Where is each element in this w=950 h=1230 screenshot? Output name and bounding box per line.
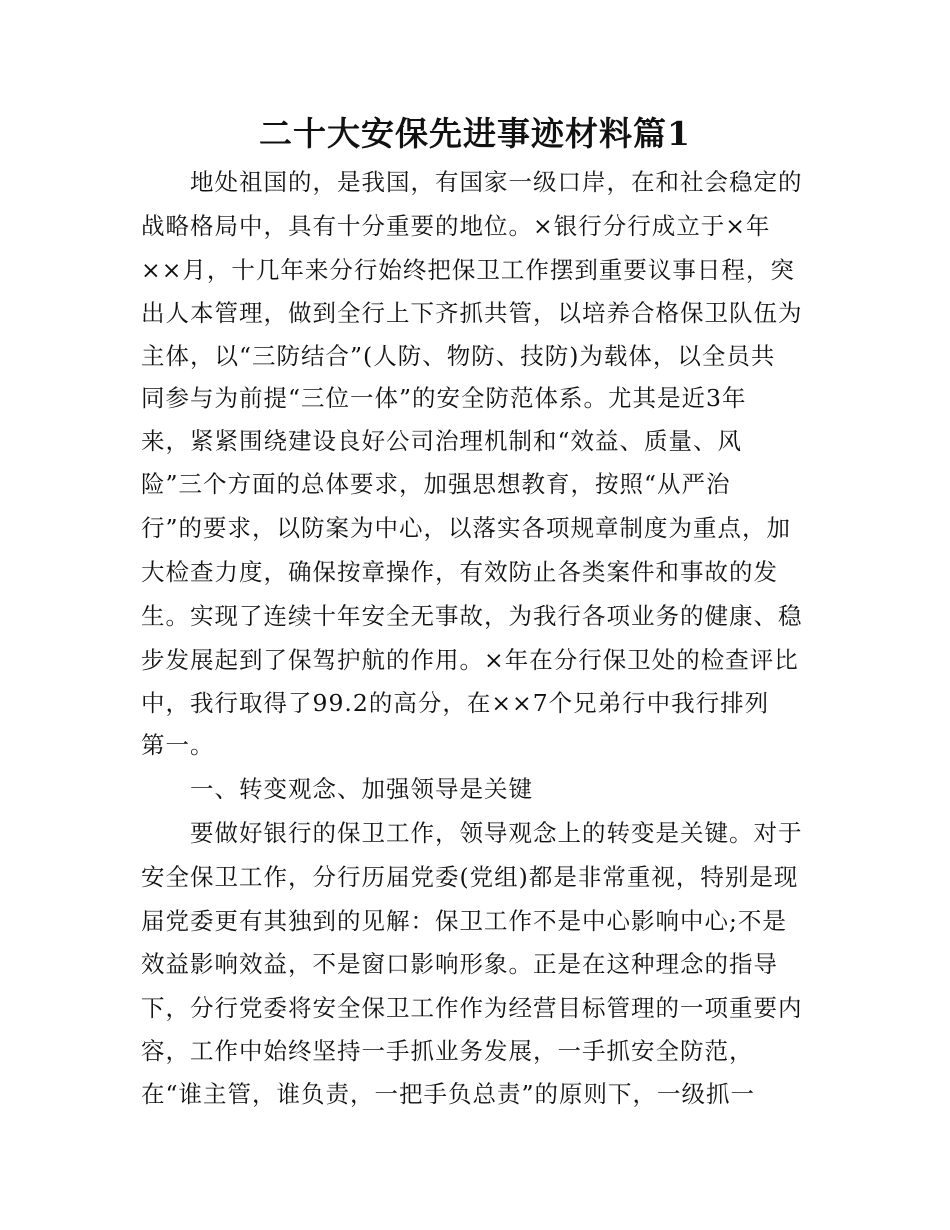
body-line: 容，工作中始终坚持一手抓业务发展，一手抓安全防范， — [141, 1037, 754, 1065]
body-line: 地处祖国的，是我国，有国家一级口岸，在和社会稳定的 — [190, 168, 803, 196]
body-line: 步发展起到了保驾护航的作用。×年在分行保卫处的检查评比 — [141, 646, 799, 674]
section-heading: 一、转变观念、加强领导是关键 — [190, 775, 533, 803]
body-line: 战略格局中，具有十分重要的地位。×银行分行成立于×年 — [141, 212, 771, 240]
body-line: 要做好银行的保卫工作，领导观念上的转变是关键。对于 — [190, 819, 803, 847]
body-line: 在“谁主管，谁负责，一把手负总责”的原则下，一级抓一 — [141, 1080, 756, 1108]
body-line: 下，分行党委将安全保卫工作作为经营目标管理的一项重要内 — [141, 994, 803, 1022]
body-line: 同参与为前提“三位一体”的安全防范体系。尤其是近3年 — [141, 384, 747, 412]
body-line: 生。实现了连续十年安全无事故，为我行各项业务的健康、稳 — [141, 602, 803, 630]
body-line: 效益影响效益，不是窗口影响形象。正是在这种理念的指导 — [141, 950, 778, 978]
body-line: 出人本管理，做到全行上下齐抓共管，以培养合格保卫队伍为 — [141, 299, 803, 327]
body-line: 中，我行取得了99.2的高分，在××7个兄弟行中我行排列 — [141, 689, 770, 717]
body-line: 行”的要求，以防案为中心，以落实各项规章制度为重点，加 — [141, 514, 792, 542]
body-line: 安全保卫工作，分行历届党委(党组)都是非常重视，特别是现 — [141, 863, 799, 891]
body-line: 第一。 — [141, 731, 215, 759]
body-line: 险”三个方面的总体要求，加强思想教育，按照“从严治 — [141, 470, 731, 498]
document-title: 二十大安保先进事迹材料篇1 — [259, 114, 691, 153]
body-line: 主体，以“三防结合”(人防、物防、技防)为载体，以全员共 — [141, 342, 776, 370]
body-line: 大检查力度，确保按章操作，有效防止各类案件和事故的发 — [141, 558, 778, 586]
body-line: ××月，十几年来分行始终把保卫工作摆到重要议事日程，突 — [141, 256, 795, 284]
body-line: 来，紧紧围绕建设良好公司治理机制和“效益、质量、风 — [141, 427, 743, 455]
body-line: 届党委更有其独到的见解：保卫工作不是中心影响中心;不是 — [141, 907, 787, 935]
